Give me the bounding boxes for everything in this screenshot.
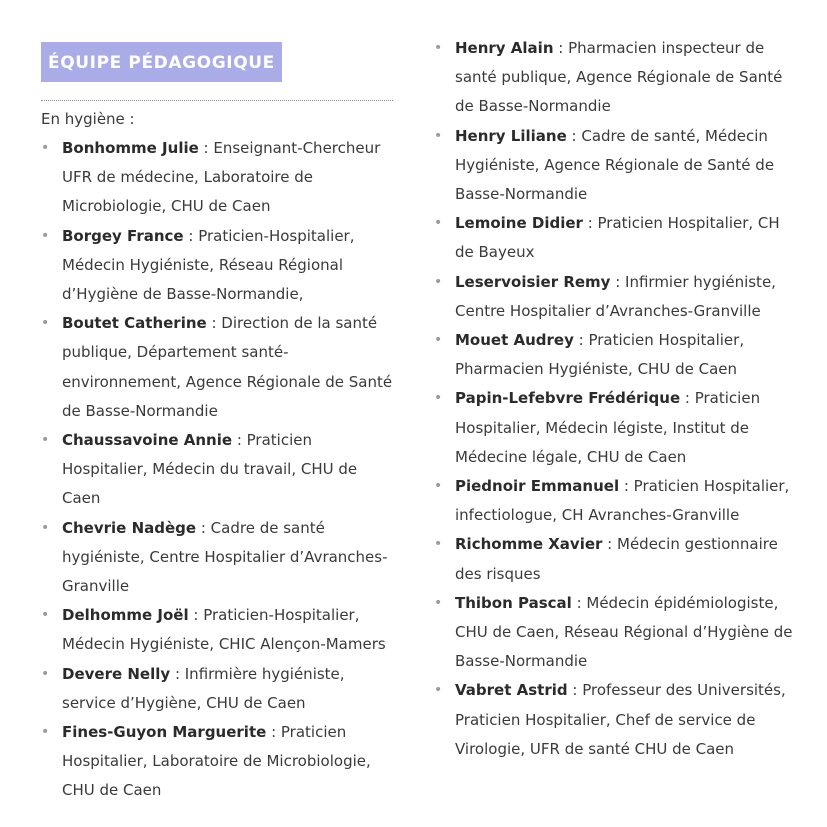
member-name: Boutet Catherine [62,314,207,333]
member-name: Vabret Astrid [455,681,568,700]
team-member-item [41,426,393,514]
member-role: : Infirmier hygiéniste, Centre Hospitalier d’Avranches-Granville [455,272,776,320]
member-role: : Praticien-Hospitalier, Médecin Hygiéniste, Réseau Régional d’Hygiène de Basse-Normandie, [62,226,355,304]
team-list-left [41,134,393,806]
team-list-right [434,34,794,764]
member-role: : Professeur des Universités, Praticien Hospitalier, Chef de service de Virologie, UFR de santé CHU de Caen [455,681,786,758]
member-name: Borgey France [62,226,184,245]
team-member-item [434,268,794,326]
team-member-item [41,134,393,222]
bullet-icon: • [434,332,443,349]
team-member-item [434,384,794,472]
bullet-icon: • [434,273,443,290]
bullet-icon: • [41,315,50,332]
member-role: : Praticien Hospitalier, Médecin du travail, CHU de Caen [62,431,358,508]
member-role: : Médecin gestionnaire des risques [455,535,778,583]
member-role: : Cadre de santé hygiéniste, Centre Hospitalier d’Avranches-Granville [62,518,388,596]
member-role: : Cadre de santé, Médecin Hygiéniste, Agence Régionale de Santé de Basse-Normandie [455,126,775,204]
member-role: : Infirmière hygiéniste, service d’Hygiène, CHU de Caen [62,664,345,712]
member-role: : Praticien-Hospitalier, Médecin Hygiéniste, CHIC Alençon-Mamers [62,606,386,654]
team-member-item [41,601,393,659]
member-name: Fines-Guyon Marguerite [62,723,267,742]
member-role: : Praticien Hospitalier, Médecin légiste, Institut de Médecine légale, CHU de Caen [455,389,761,466]
member-role: : Praticien Hospitalier, Laboratoire de Microbiologie, CHU de Caen [62,723,371,800]
member-role: : Praticien Hospitalier, Pharmacien Hygiéniste, CHU de Caen [455,331,745,379]
member-role: : Praticien Hospitalier, infectiologue, CH Avranches-Granville [455,477,790,525]
member-name: Henry Liliane [455,126,567,145]
member-name: Bonhomme Julie [62,139,199,157]
bullet-icon: • [434,215,443,232]
team-member-item [434,530,794,588]
member-name: Mouet Audrey [455,331,574,350]
team-member-item [41,309,393,426]
team-member-item [41,718,393,806]
member-role: : Enseignant-Chercheur UFR de médecine, Laboratoire de Microbiologie, CHU de Caen [62,139,381,216]
bullet-icon: • [41,519,50,536]
bullet-icon: • [434,127,443,144]
team-member-item [434,326,794,384]
right-column [434,34,794,764]
team-member-item [434,589,794,677]
dotted-divider [41,100,393,101]
member-role: : Pharmacien inspecteur de santé publique, Agence Régionale de Santé de Basse-Normandie [455,39,783,116]
bullet-icon: • [434,478,443,495]
bullet-icon: • [434,682,443,699]
member-name: Lemoine Didier [455,214,583,233]
bullet-icon: • [41,724,50,741]
team-member-item [434,472,794,530]
bullet-icon: • [41,140,50,156]
member-role: : Direction de la santé publique, Département santé-environnement, Agence Régionale de Santé de Basse-Normandie [62,314,393,420]
member-name: Thibon Pascal [455,593,572,612]
section-title: ÉQUIPE PÉDAGOGIQUE [41,42,282,82]
member-role: : Praticien Hospitalier, CH de Bayeux [455,214,780,262]
member-name: Devere Nelly [62,664,171,683]
bullet-icon: • [41,227,50,244]
bullet-icon: • [41,432,50,449]
member-name: Delhomme Joël [62,606,189,625]
bullet-icon: • [41,665,50,682]
member-role: : Médecin épidémiologiste, CHU de Caen, Réseau Régional d’Hygiène de Basse-Normandie [455,593,793,671]
intro-text: En hygiène : [41,110,135,128]
team-member-item [434,209,794,267]
team-member-item [434,34,794,122]
team-member-item [41,660,393,718]
member-name: Henry Alain [455,39,554,57]
bullet-icon: • [41,607,50,624]
bullet-icon: • [434,536,443,553]
member-name: Leservoisier Remy [455,272,611,291]
team-member-item [434,676,794,764]
member-name: Papin-Lefebvre Frédérique [455,389,681,408]
member-name: Richomme Xavier [455,535,603,554]
team-member-item [41,514,393,602]
team-member-item [41,222,393,310]
member-name: Piednoir Emmanuel [455,477,620,496]
member-name: Chevrie Nadège [62,518,197,537]
bullet-icon: • [434,390,443,407]
team-member-item [434,122,794,210]
member-name: Chaussavoine Annie [62,431,233,450]
bullet-icon: • [434,594,443,611]
left-column [41,42,393,806]
bullet-icon: • [434,40,443,56]
